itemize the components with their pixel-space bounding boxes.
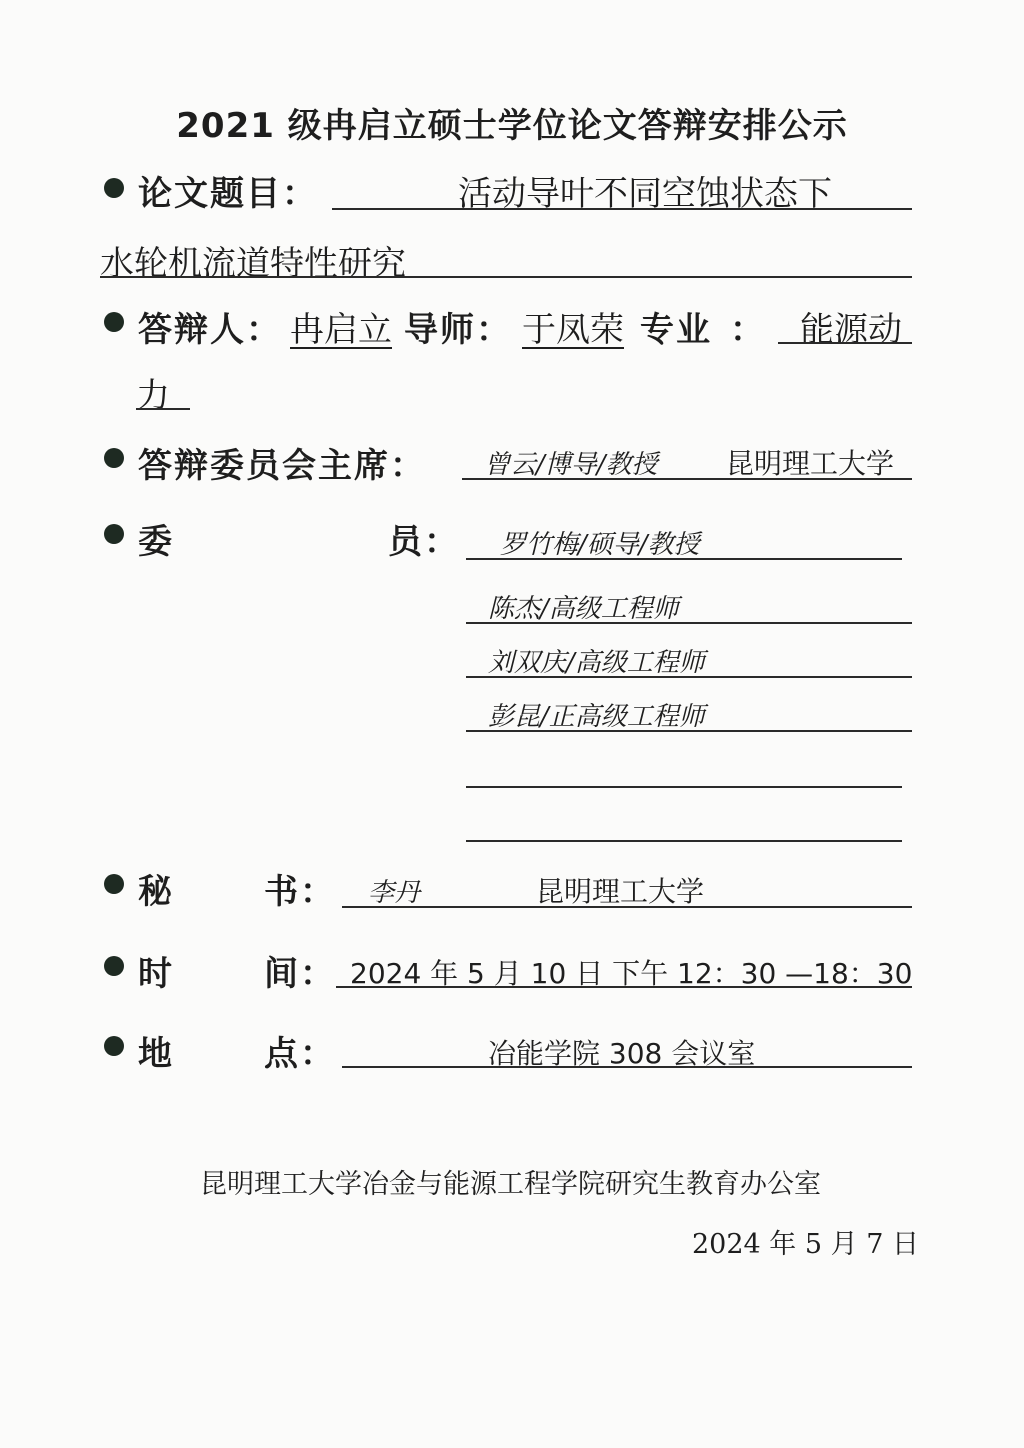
bullet-secretary: [104, 874, 124, 894]
major-colon: ：: [730, 310, 766, 350]
bullet-place: [104, 1036, 124, 1056]
major-line2: 力: [136, 376, 170, 416]
time-underline: [336, 986, 912, 988]
chair-name: 曾云/博导/教授: [484, 450, 658, 480]
time-label-a: 时: [138, 954, 174, 994]
member-underline-6: [466, 840, 902, 842]
secretary-label-b: 书：: [264, 872, 336, 912]
major-underline-2: [136, 408, 190, 410]
advisor-name: 于凤荣: [522, 310, 624, 350]
place-underline: [342, 1066, 912, 1068]
secretary-org: 昆明理工大学: [536, 875, 705, 908]
major-label: 专业: [640, 310, 712, 350]
thesis-title-line1: 活动导叶不同空蚀状态下: [458, 174, 832, 214]
major-line1: 能源动: [800, 310, 902, 350]
member-underline-3: [466, 676, 912, 678]
time-value: 2024 年 5 月 10 日 下午 12：30 —18：30: [350, 957, 913, 990]
place-label-b: 点：: [264, 1034, 336, 1074]
bullet-defense: [104, 312, 124, 332]
member-underline-4: [466, 730, 912, 732]
chair-label: 答辩委员会主席：: [138, 446, 426, 486]
member-1: 罗竹梅/硕导/教授: [500, 530, 700, 560]
thesis-underline-1: [332, 208, 912, 210]
bullet-thesis: [104, 178, 124, 198]
bullet-members: [104, 524, 124, 544]
member-underline-5: [466, 786, 902, 788]
member-4: 彭昆/正高级工程师: [488, 702, 705, 732]
issue-date: 2024 年 5 月 7 日: [692, 1229, 919, 1260]
chair-org: 昆明理工大学: [726, 447, 895, 480]
secretary-label-a: 秘: [138, 872, 174, 912]
thesis-underline-2: [100, 276, 912, 278]
secretary-name: 李丹: [368, 878, 421, 908]
thesis-label: 论文题目：: [138, 174, 318, 214]
member-underline-2: [466, 622, 912, 624]
bullet-chair: [104, 448, 124, 468]
respondent-name: 冉启立: [290, 310, 392, 350]
member-3: 刘双庆/高级工程师: [488, 648, 705, 678]
thesis-title-line2: 水轮机流道特性研究: [100, 244, 406, 284]
major-underline-1: [778, 342, 912, 344]
members-label-b: 员：: [388, 522, 460, 562]
bullet-time: [104, 956, 124, 976]
time-label-b: 间：: [264, 954, 336, 994]
issuing-office: 昆明理工大学冶金与能源工程学院研究生教育办公室: [200, 1169, 821, 1200]
members-label-a: 委: [138, 522, 174, 562]
place-value: 冶能学院 308 会议室: [488, 1037, 756, 1070]
chair-underline: [462, 478, 912, 480]
member-2: 陈杰/高级工程师: [488, 594, 679, 624]
member-underline-1: [466, 558, 902, 560]
secretary-underline: [342, 906, 912, 908]
respondent-label: 答辩人：: [138, 310, 282, 350]
page-title: 2021 级冉启立硕士学位论文答辩安排公示: [176, 106, 848, 146]
advisor-label: 导师：: [404, 310, 512, 350]
place-label-a: 地: [138, 1034, 174, 1074]
